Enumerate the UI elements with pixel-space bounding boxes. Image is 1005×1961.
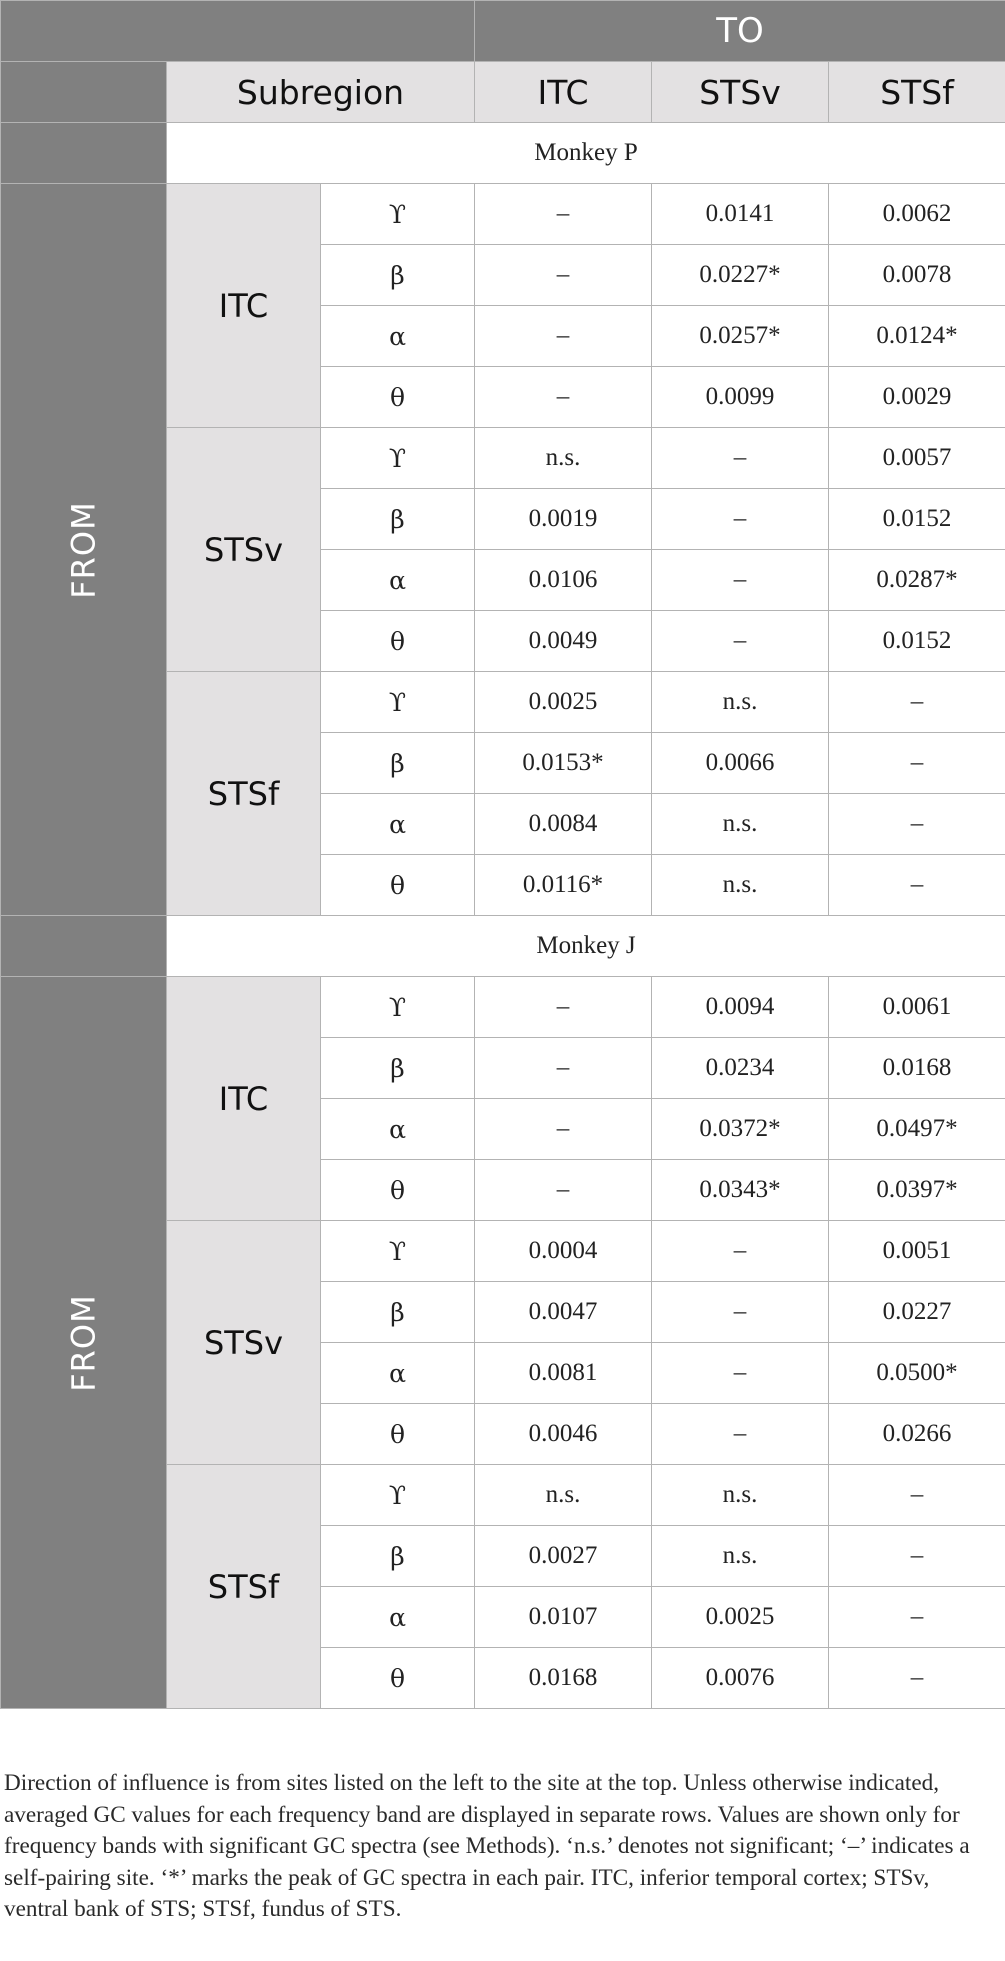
value-cell: – bbox=[475, 367, 652, 428]
band-label: α bbox=[321, 1099, 475, 1160]
value-cell: – bbox=[652, 1404, 829, 1465]
value-cell: 0.0046 bbox=[475, 1404, 652, 1465]
value-cell: – bbox=[829, 1465, 1005, 1526]
value-cell: 0.0107 bbox=[475, 1587, 652, 1648]
value-cell: 0.0081 bbox=[475, 1343, 652, 1404]
band-label: ϒ bbox=[321, 1465, 475, 1526]
band-label: θ bbox=[321, 367, 475, 428]
value-cell: 0.0027 bbox=[475, 1526, 652, 1587]
gc-table-body bbox=[1, 1, 1005, 1709]
value-cell: 0.0106 bbox=[475, 550, 652, 611]
value-cell: 0.0062 bbox=[829, 184, 1005, 245]
subregion-label: STSv bbox=[167, 1221, 321, 1465]
band-label: θ bbox=[321, 611, 475, 672]
subregion-label: STSv bbox=[167, 428, 321, 672]
value-cell: 0.0500* bbox=[829, 1343, 1005, 1404]
value-cell: n.s. bbox=[475, 1465, 652, 1526]
value-cell: 0.0168 bbox=[475, 1648, 652, 1709]
value-cell: 0.0287* bbox=[829, 550, 1005, 611]
header-subregion: Subregion bbox=[167, 62, 475, 123]
value-cell: – bbox=[829, 855, 1005, 916]
band-label: α bbox=[321, 1343, 475, 1404]
value-cell: 0.0372* bbox=[652, 1099, 829, 1160]
from-label-cell bbox=[1, 977, 167, 1709]
band-label: α bbox=[321, 550, 475, 611]
header-left-blank bbox=[1, 62, 167, 123]
value-cell: 0.0234 bbox=[652, 1038, 829, 1099]
value-cell: 0.0051 bbox=[829, 1221, 1005, 1282]
value-cell: – bbox=[475, 977, 652, 1038]
value-cell: – bbox=[652, 1343, 829, 1404]
value-cell: 0.0025 bbox=[475, 672, 652, 733]
band-label: α bbox=[321, 306, 475, 367]
value-cell: – bbox=[829, 672, 1005, 733]
value-cell: – bbox=[652, 550, 829, 611]
value-cell: – bbox=[829, 1648, 1005, 1709]
value-cell: – bbox=[652, 489, 829, 550]
value-cell: 0.0004 bbox=[475, 1221, 652, 1282]
value-cell: 0.0266 bbox=[829, 1404, 1005, 1465]
value-cell: – bbox=[652, 1282, 829, 1343]
band-label: β bbox=[321, 245, 475, 306]
band-label: β bbox=[321, 1282, 475, 1343]
value-cell: 0.0141 bbox=[652, 184, 829, 245]
header-col-stsf: STSf bbox=[829, 62, 1005, 123]
value-cell: 0.0168 bbox=[829, 1038, 1005, 1099]
band-label: ϒ bbox=[321, 184, 475, 245]
value-cell: 0.0227 bbox=[829, 1282, 1005, 1343]
value-cell: n.s. bbox=[652, 794, 829, 855]
header-row-to bbox=[1, 1, 1005, 62]
value-cell: – bbox=[829, 1526, 1005, 1587]
from-label-cell bbox=[1, 184, 167, 916]
value-cell: – bbox=[475, 1160, 652, 1221]
value-cell: – bbox=[475, 1038, 652, 1099]
value-cell: 0.0343* bbox=[652, 1160, 829, 1221]
band-label: ϒ bbox=[321, 977, 475, 1038]
value-cell: – bbox=[652, 1221, 829, 1282]
band-label: β bbox=[321, 489, 475, 550]
value-cell: 0.0049 bbox=[475, 611, 652, 672]
value-cell: – bbox=[475, 306, 652, 367]
value-cell: 0.0019 bbox=[475, 489, 652, 550]
value-cell: – bbox=[475, 184, 652, 245]
from-label: FROM bbox=[64, 1293, 103, 1392]
value-cell: – bbox=[829, 794, 1005, 855]
value-cell: 0.0047 bbox=[475, 1282, 652, 1343]
section-left-blank bbox=[1, 123, 167, 184]
band-label: θ bbox=[321, 1648, 475, 1709]
section-title: Monkey P bbox=[167, 123, 1005, 184]
section-left-blank bbox=[1, 916, 167, 977]
value-cell: 0.0025 bbox=[652, 1587, 829, 1648]
subregion-label: STSf bbox=[167, 672, 321, 916]
value-cell: 0.0397* bbox=[829, 1160, 1005, 1221]
value-cell: 0.0066 bbox=[652, 733, 829, 794]
subregion-label: STSf bbox=[167, 1465, 321, 1709]
band-label: θ bbox=[321, 1160, 475, 1221]
value-cell: – bbox=[829, 1587, 1005, 1648]
value-cell: 0.0124* bbox=[829, 306, 1005, 367]
value-cell: – bbox=[829, 733, 1005, 794]
value-cell: 0.0227* bbox=[652, 245, 829, 306]
value-cell: 0.0078 bbox=[829, 245, 1005, 306]
band-label: ϒ bbox=[321, 1221, 475, 1282]
band-label: ϒ bbox=[321, 428, 475, 489]
subregion-label: ITC bbox=[167, 977, 321, 1221]
value-cell: n.s. bbox=[652, 1465, 829, 1526]
section-row bbox=[1, 123, 1005, 184]
value-cell: – bbox=[475, 1099, 652, 1160]
section-row bbox=[1, 916, 1005, 977]
value-cell: 0.0099 bbox=[652, 367, 829, 428]
header-row-columns bbox=[1, 62, 1005, 123]
table-row bbox=[1, 184, 1005, 245]
value-cell: n.s. bbox=[652, 672, 829, 733]
band-label: θ bbox=[321, 1404, 475, 1465]
header-to: TO bbox=[475, 1, 1005, 62]
value-cell: 0.0153* bbox=[475, 733, 652, 794]
table-row bbox=[1, 977, 1005, 1038]
value-cell: – bbox=[652, 428, 829, 489]
band-label: ϒ bbox=[321, 672, 475, 733]
value-cell: 0.0057 bbox=[829, 428, 1005, 489]
header-col-stsv: STSv bbox=[652, 62, 829, 123]
header-corner bbox=[1, 1, 475, 62]
value-cell: – bbox=[475, 245, 652, 306]
value-cell: 0.0094 bbox=[652, 977, 829, 1038]
band-label: β bbox=[321, 1038, 475, 1099]
header-col-itc: ITC bbox=[475, 62, 652, 123]
value-cell: 0.0152 bbox=[829, 489, 1005, 550]
value-cell: n.s. bbox=[652, 855, 829, 916]
table-footnote: Direction of influence is from sites listed on the left to the site at the top. Unless otherwise indicated, averaged GC values for each frequency band are displayed in separate rows. Values are shown only for frequency bands with significant GC spectra (see Methods). ‘n.s.’ denotes not significant; ‘–’ indicates a self-pairing site. ‘*’ marks the peak of GC spectra in each pair. ITC, inferior temporal cortex; STSv, ventral bank of STS; STSf, fundus of STS. bbox=[4, 1770, 970, 1922]
band-label: θ bbox=[321, 855, 475, 916]
band-label: β bbox=[321, 733, 475, 794]
value-cell: 0.0061 bbox=[829, 977, 1005, 1038]
value-cell: 0.0497* bbox=[829, 1099, 1005, 1160]
section-title: Monkey J bbox=[167, 916, 1005, 977]
value-cell: n.s. bbox=[475, 428, 652, 489]
band-label: β bbox=[321, 1526, 475, 1587]
value-cell: 0.0257* bbox=[652, 306, 829, 367]
value-cell: – bbox=[652, 611, 829, 672]
value-cell: 0.0116* bbox=[475, 855, 652, 916]
value-cell: 0.0029 bbox=[829, 367, 1005, 428]
band-label: α bbox=[321, 1587, 475, 1648]
value-cell: 0.0152 bbox=[829, 611, 1005, 672]
subregion-label: ITC bbox=[167, 184, 321, 428]
value-cell: n.s. bbox=[652, 1526, 829, 1587]
value-cell: 0.0076 bbox=[652, 1648, 829, 1709]
from-label: FROM bbox=[64, 500, 103, 599]
value-cell: 0.0084 bbox=[475, 794, 652, 855]
band-label: α bbox=[321, 794, 475, 855]
